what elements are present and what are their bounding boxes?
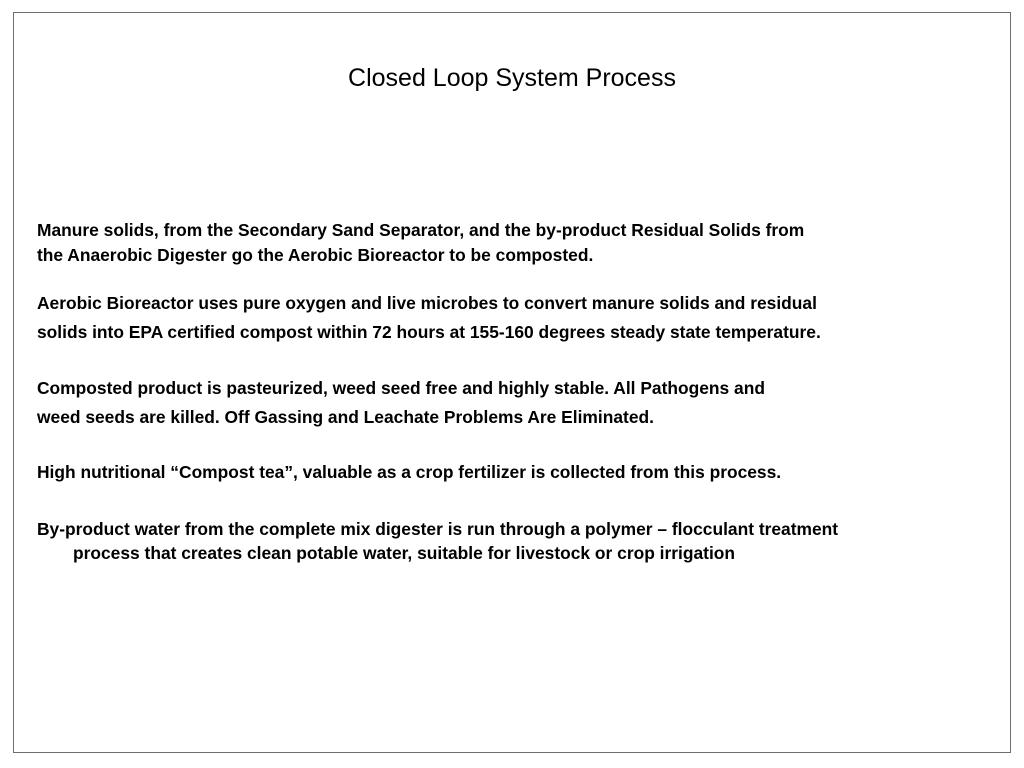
paragraph-compost-tea bbox=[37, 460, 987, 485]
paragraph-line: weed seeds are killed. Off Gassing and Leachate Problems Are Eliminated. bbox=[37, 407, 654, 427]
paragraph-by-product-water bbox=[37, 517, 987, 565]
slide-title: Closed Loop System Process bbox=[348, 64, 676, 92]
paragraph-line: solids into EPA certified compost within 72 hours at 155-160 degrees steady state temperature. bbox=[37, 322, 821, 342]
slide-body bbox=[37, 218, 987, 565]
paragraph-aerobic-bioreactor bbox=[37, 289, 987, 347]
slide bbox=[13, 12, 1011, 753]
paragraph-line: Manure solids, from the Secondary Sand Separator, and the by-product Residual Solids from bbox=[37, 220, 805, 240]
paragraph-line: process that creates clean potable water, suitable for livestock or crop irrigation bbox=[73, 543, 736, 563]
paragraph-line: By-product water from the complete mix digester is run through a polymer – flocculant treatment bbox=[37, 519, 839, 539]
paragraph-line: Composted product is pasteurized, weed seed free and highly stable. All Pathogens and bbox=[37, 378, 765, 398]
paragraph-line: Aerobic Bioreactor uses pure oxygen and live microbes to convert manure solids and residual bbox=[37, 293, 817, 313]
paragraph-line: High nutritional “Compost tea”, valuable as a crop fertilizer is collected from this process. bbox=[37, 462, 782, 482]
paragraph-composted-product bbox=[37, 374, 987, 432]
paragraph-manure-solids bbox=[37, 218, 987, 268]
paragraph-line: the Anaerobic Digester go the Aerobic Bioreactor to be composted. bbox=[37, 245, 594, 265]
